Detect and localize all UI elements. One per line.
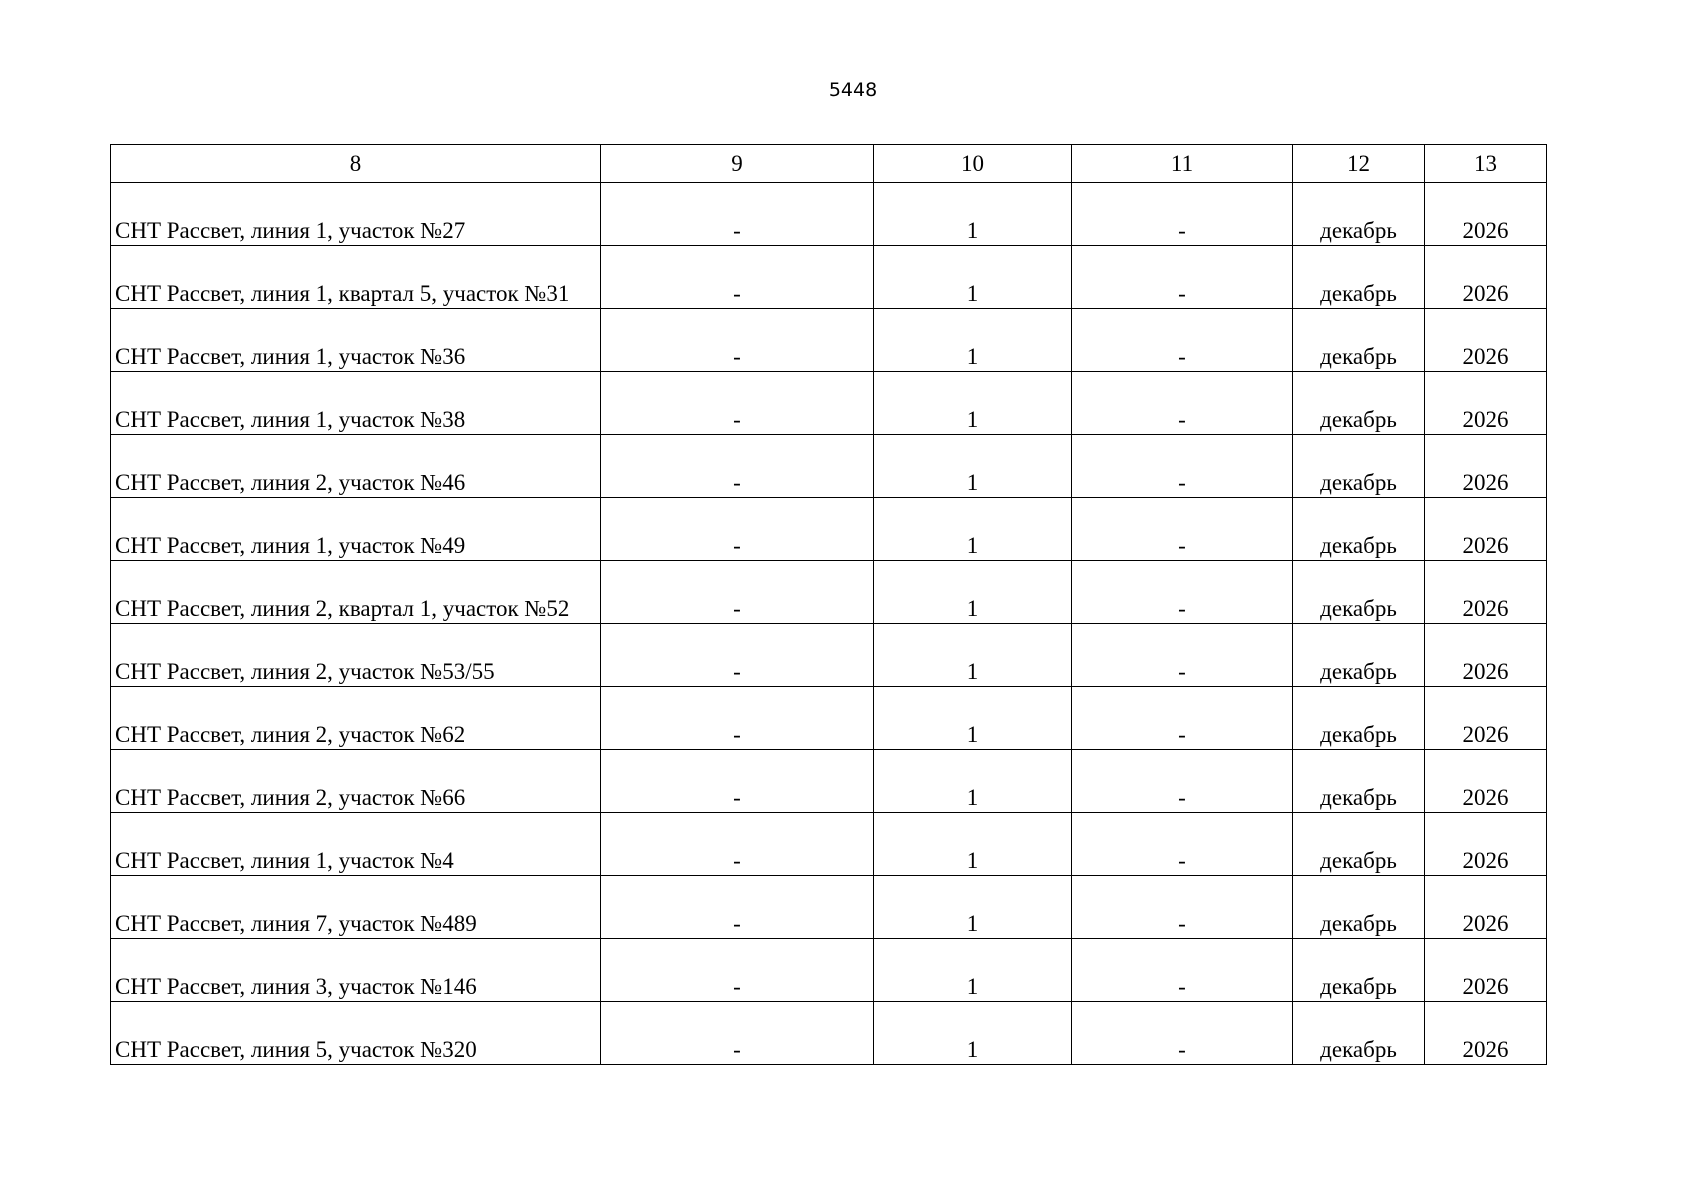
table-row: [111, 624, 1547, 687]
month-cell: декабрь: [1293, 246, 1425, 309]
year-cell: 2026: [1425, 876, 1547, 939]
col-11-cell: -: [1072, 939, 1293, 1002]
col-9-cell: -: [601, 183, 874, 246]
col-9-cell: -: [601, 750, 874, 813]
address-cell: СНТ Рассвет, линия 2, участок №66: [111, 750, 601, 813]
col-9-cell: -: [601, 687, 874, 750]
col-11-cell: -: [1072, 561, 1293, 624]
table-body: [111, 183, 1547, 1065]
table-row: [111, 813, 1547, 876]
col-10-cell: 1: [874, 876, 1072, 939]
year-cell: 2026: [1425, 1002, 1547, 1065]
month-cell: декабрь: [1293, 498, 1425, 561]
month-cell: декабрь: [1293, 813, 1425, 876]
col-10-cell: 1: [874, 813, 1072, 876]
month-cell: декабрь: [1293, 183, 1425, 246]
year-cell: 2026: [1425, 372, 1547, 435]
address-cell: СНТ Рассвет, линия 1, участок №4: [111, 813, 601, 876]
address-cell: СНТ Рассвет, линия 1, участок №38: [111, 372, 601, 435]
column-header-2: 9: [601, 145, 874, 183]
col-11-cell: -: [1072, 183, 1293, 246]
table-row: [111, 687, 1547, 750]
col-9-cell: -: [601, 939, 874, 1002]
col-11-cell: -: [1072, 687, 1293, 750]
month-cell: декабрь: [1293, 372, 1425, 435]
month-cell: декабрь: [1293, 687, 1425, 750]
col-9-cell: -: [601, 246, 874, 309]
address-cell: СНТ Рассвет, линия 2, участок №53/55: [111, 624, 601, 687]
col-11-cell: -: [1072, 309, 1293, 372]
col-9-cell: -: [601, 813, 874, 876]
month-cell: декабрь: [1293, 1002, 1425, 1065]
table-row: [111, 183, 1547, 246]
address-cell: СНТ Рассвет, линия 1, участок №36: [111, 309, 601, 372]
month-cell: декабрь: [1293, 624, 1425, 687]
col-11-cell: -: [1072, 624, 1293, 687]
col-11-cell: -: [1072, 498, 1293, 561]
address-cell: СНТ Рассвет, линия 2, квартал 1, участок №52: [111, 561, 601, 624]
col-10-cell: 1: [874, 750, 1072, 813]
col-10-cell: 1: [874, 435, 1072, 498]
col-11-cell: -: [1072, 876, 1293, 939]
schedule-table: [110, 144, 1547, 1065]
col-10-cell: 1: [874, 183, 1072, 246]
address-cell: СНТ Рассвет, линия 3, участок №146: [111, 939, 601, 1002]
address-cell: СНТ Рассвет, линия 5, участок №320: [111, 1002, 601, 1065]
table-row: [111, 876, 1547, 939]
month-cell: декабрь: [1293, 435, 1425, 498]
col-10-cell: 1: [874, 1002, 1072, 1065]
col-9-cell: -: [601, 561, 874, 624]
col-11-cell: -: [1072, 246, 1293, 309]
year-cell: 2026: [1425, 561, 1547, 624]
table-row: [111, 939, 1547, 1002]
year-cell: 2026: [1425, 309, 1547, 372]
col-11-cell: -: [1072, 372, 1293, 435]
year-cell: 2026: [1425, 183, 1547, 246]
month-cell: декабрь: [1293, 309, 1425, 372]
col-9-cell: -: [601, 876, 874, 939]
col-11-cell: -: [1072, 1002, 1293, 1065]
year-cell: 2026: [1425, 435, 1547, 498]
address-cell: СНТ Рассвет, линия 7, участок №489: [111, 876, 601, 939]
year-cell: 2026: [1425, 246, 1547, 309]
col-10-cell: 1: [874, 246, 1072, 309]
col-9-cell: -: [601, 624, 874, 687]
table-row: [111, 372, 1547, 435]
column-header-6: 13: [1425, 145, 1547, 183]
year-cell: 2026: [1425, 750, 1547, 813]
col-10-cell: 1: [874, 372, 1072, 435]
col-9-cell: -: [601, 435, 874, 498]
page-number: 5448: [828, 79, 878, 101]
col-10-cell: 1: [874, 498, 1072, 561]
col-10-cell: 1: [874, 624, 1072, 687]
table-row: [111, 309, 1547, 372]
month-cell: декабрь: [1293, 561, 1425, 624]
address-cell: СНТ Рассвет, линия 1, квартал 5, участок №31: [111, 246, 601, 309]
table-row: [111, 498, 1547, 561]
col-9-cell: -: [601, 1002, 874, 1065]
header-row: [111, 145, 1547, 183]
address-cell: СНТ Рассвет, линия 1, участок №49: [111, 498, 601, 561]
col-11-cell: -: [1072, 435, 1293, 498]
column-header-1: 8: [111, 145, 601, 183]
year-cell: 2026: [1425, 624, 1547, 687]
year-cell: 2026: [1425, 939, 1547, 1002]
table-row: [111, 246, 1547, 309]
column-header-4: 11: [1072, 145, 1293, 183]
address-cell: СНТ Рассвет, линия 2, участок №46: [111, 435, 601, 498]
col-9-cell: -: [601, 498, 874, 561]
month-cell: декабрь: [1293, 939, 1425, 1002]
column-header-5: 12: [1293, 145, 1425, 183]
address-cell: СНТ Рассвет, линия 1, участок №27: [111, 183, 601, 246]
year-cell: 2026: [1425, 498, 1547, 561]
col-9-cell: -: [601, 309, 874, 372]
year-cell: 2026: [1425, 813, 1547, 876]
column-header-3: 10: [874, 145, 1072, 183]
table-header: [111, 145, 1547, 183]
col-10-cell: 1: [874, 687, 1072, 750]
col-10-cell: 1: [874, 939, 1072, 1002]
table-row: [111, 561, 1547, 624]
year-cell: 2026: [1425, 687, 1547, 750]
col-10-cell: 1: [874, 561, 1072, 624]
col-11-cell: -: [1072, 813, 1293, 876]
col-10-cell: 1: [874, 309, 1072, 372]
table-row: [111, 1002, 1547, 1065]
col-11-cell: -: [1072, 750, 1293, 813]
table-row: [111, 750, 1547, 813]
col-9-cell: -: [601, 372, 874, 435]
month-cell: декабрь: [1293, 876, 1425, 939]
month-cell: декабрь: [1293, 750, 1425, 813]
table-row: [111, 435, 1547, 498]
address-cell: СНТ Рассвет, линия 2, участок №62: [111, 687, 601, 750]
